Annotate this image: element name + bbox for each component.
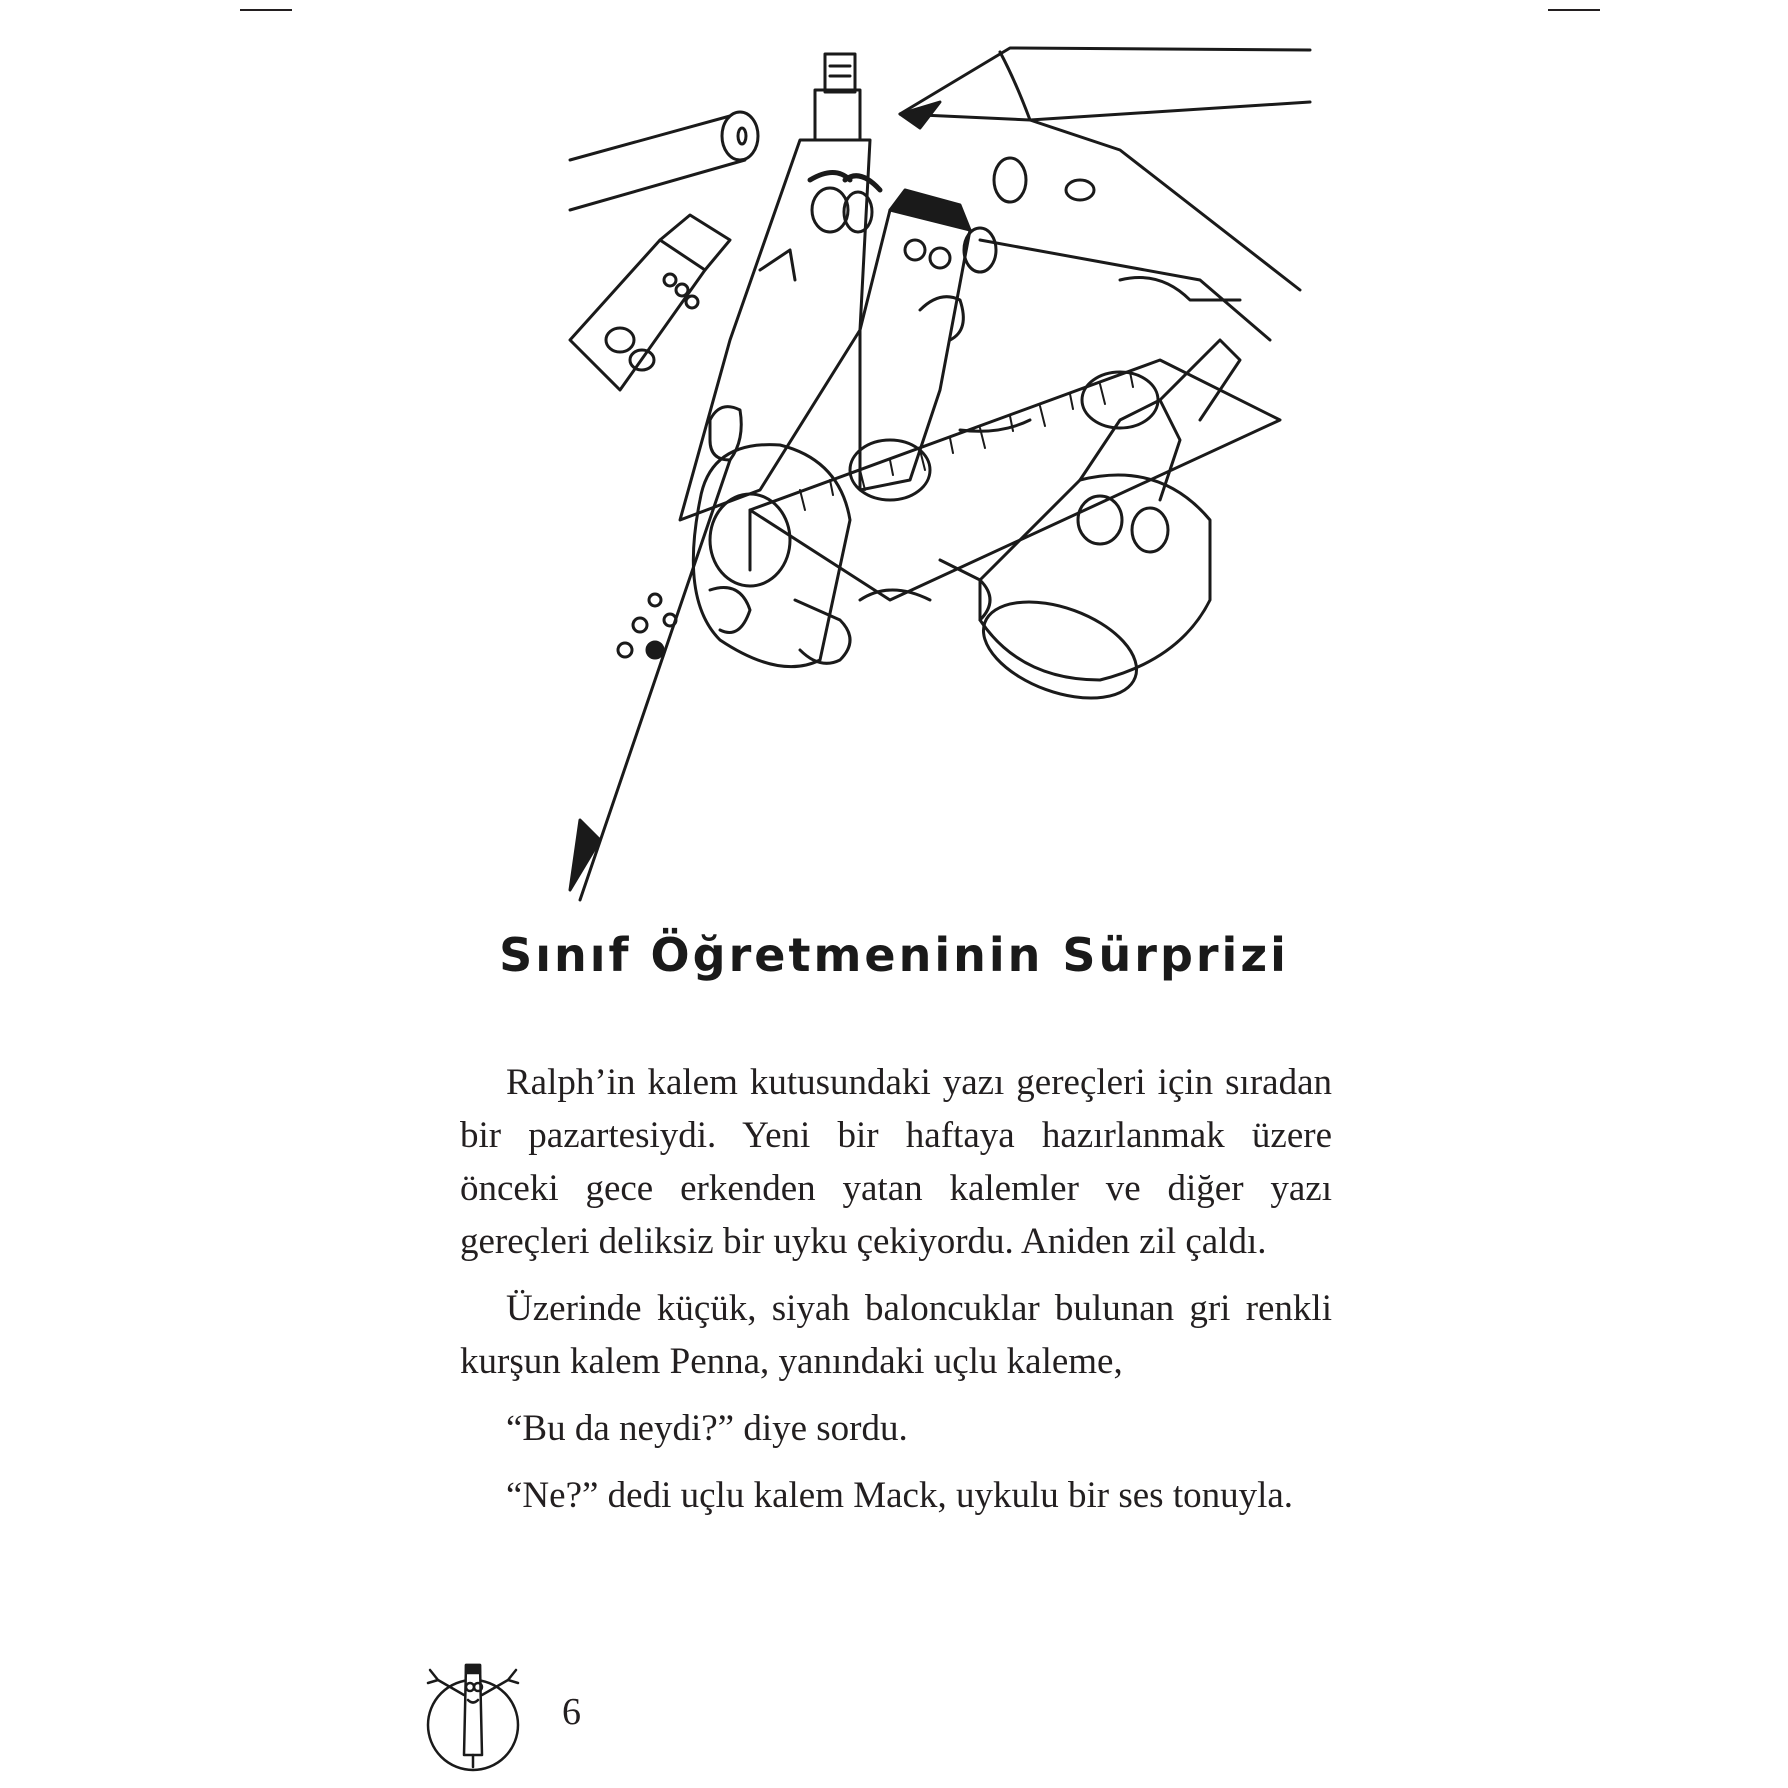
chapter-body bbox=[460, 1056, 1332, 1536]
page-number: 6 bbox=[562, 1691, 581, 1733]
pencil-character-icon bbox=[418, 1655, 538, 1775]
paragraph: “Ne?” dedi uçlu kalem Mack, uykulu bir ses tonuyla. bbox=[506, 1475, 1294, 1516]
paragraph: Üzerinde küçük, siyah baloncuklar bulunan gri renkli kurşun kalem Penna, yanındaki uçlu kaleme, bbox=[460, 1288, 1332, 1382]
crop-mark-right bbox=[1548, 9, 1600, 11]
crop-mark-left bbox=[240, 9, 292, 11]
paragraph: “Bu da neydi?” diye sordu. bbox=[506, 1408, 908, 1449]
chapter-title: Sınıf Öğretmeninin Sürprizi bbox=[499, 928, 1289, 982]
stationery-characters-illustration bbox=[560, 40, 1320, 920]
paragraph: Ralph’in kalem kutusundaki yazı gereçleri için sıradan bir pazartesiydi. Yeni bir haftaya hazırlanmak üzere önceki gece erkenden yatan kalemler ve diğer yazı gereçleri deliksiz bir uyku çekiyordu. Aniden zil çaldı. bbox=[460, 1062, 1332, 1262]
